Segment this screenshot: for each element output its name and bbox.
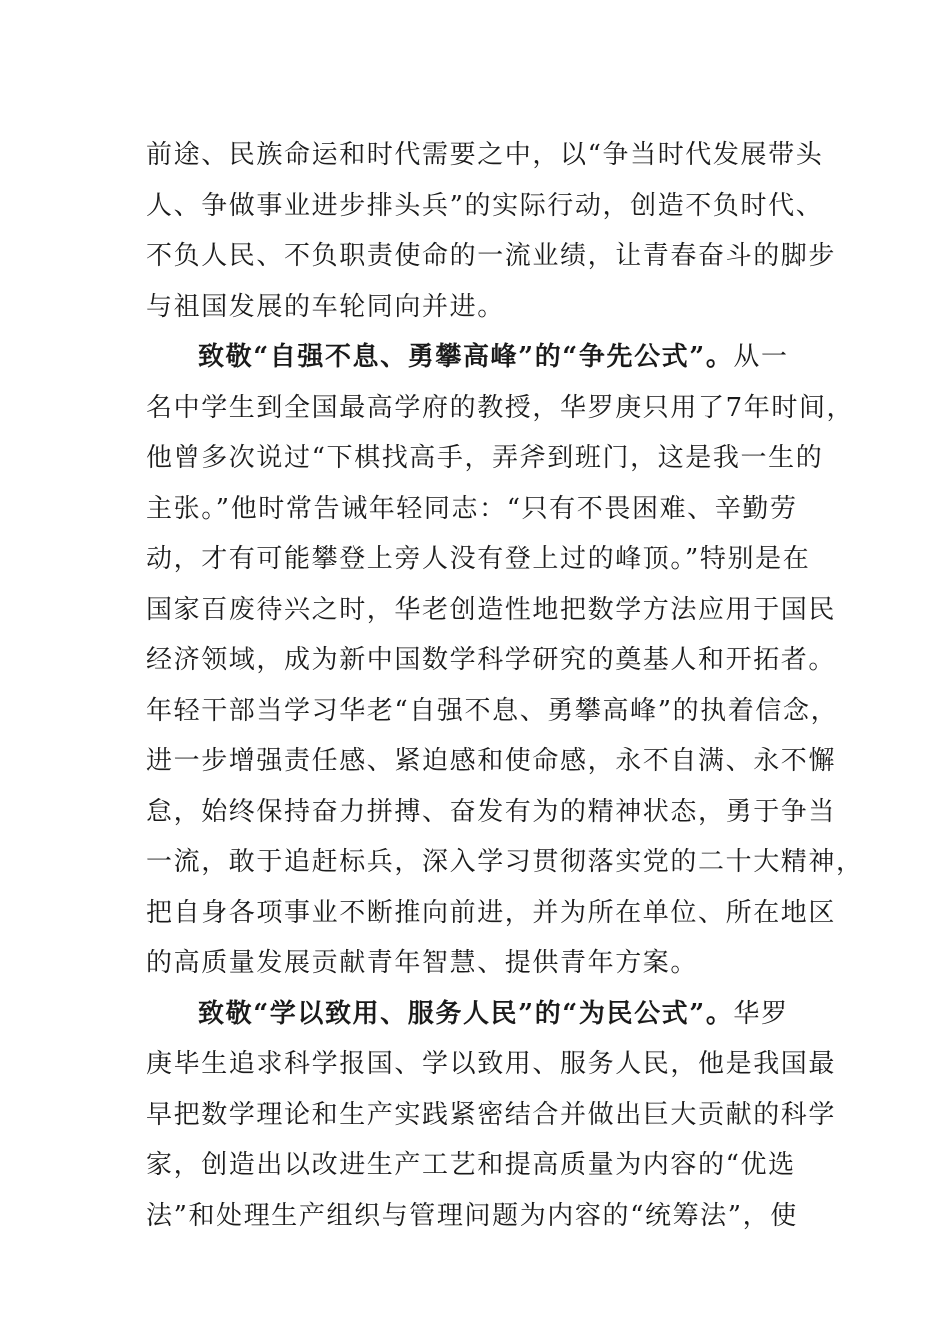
heading-continuation: 华罗 [733,998,789,1029]
text-line: 把自身各项事业不断推向前进，并为所在单位、所在地区 [146,897,837,928]
paragraph-heading: 致敬“自强不息、勇攀高峰”的“争先公式”。 [198,342,734,372]
paragraph-heading: 致敬“学以致用、服务人民”的“为民公式”。 [198,998,734,1029]
document-body [146,130,864,1241]
text-line: 与祖国发展的车轮同向并进。 [146,291,505,322]
text-line: 经济领域，成为新中国数学科学研究的奠基人和开拓者。 [146,645,837,675]
paragraph-3 [146,989,837,1242]
text-line: 进一步增强责任感、紧迫感和使命感，永不自满、永不懈 [146,746,837,776]
paragraph-2 [146,332,864,989]
text-line: 主张。”他时常告诫年轻同志：“只有不畏困难、辛勤劳 [146,493,798,524]
text-line: 一流，敢于追赶标兵，深入学习贯彻落实党的二十大精神， [146,847,864,877]
text-line: 庚毕生追求科学报国、学以致用、服务人民，他是我国最 [146,1049,837,1079]
text-line: 的高质量发展贡献青年智慧、提供青年方案。 [146,948,699,978]
text-line: 国家百废待兴之时，华老创造性地把数学方法应用于国民 [146,594,837,625]
paragraph-first-line [146,332,816,383]
text-line: 人、争做事业进步排头兵”的实际行动，创造不负时代、 [146,190,824,221]
text-line: 法”和处理生产组织与管理问题为内容的“统筹法”，使 [146,1200,798,1231]
text-line: 不负人民、不负职责使命的一流业绩，让青春奋斗的脚步 [146,241,837,271]
text-line: 名中学生到全国最高学府的教授，华罗庚只用了7年时间， [146,392,855,423]
heading-continuation: 从一 [733,342,789,372]
paragraph-1 [146,130,837,332]
text-line: 前途、民族命运和时代需要之中，以“争当时代发展带头 [146,140,824,170]
text-line: 怠，始终保持奋力拼搏、奋发有为的精神状态，勇于争当 [146,796,837,827]
paragraph-first-line [146,989,816,1040]
text-line: 早把数学理论和生产实践紧密结合并做出巨大贡献的科学 [146,1099,837,1130]
text-line: 他曾多次说过“下棋找高手，弄斧到班门，这是我一生的 [146,443,824,473]
text-line: 家，创造出以改进生产工艺和提高质量为内容的“优选 [146,1150,796,1180]
text-line: 年轻干部当学习华老“自强不息、勇攀高峰”的执着信念， [146,695,839,726]
text-line: 动，才有可能攀登上旁人没有登上过的峰顶。”特别是在 [146,544,811,574]
